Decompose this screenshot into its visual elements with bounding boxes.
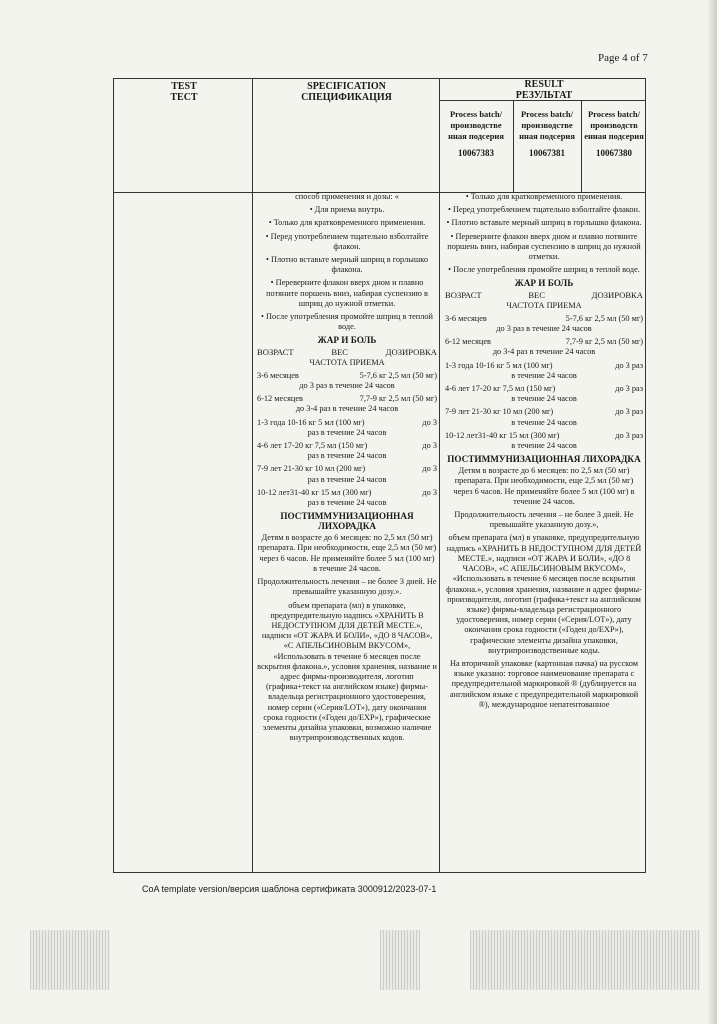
dosage-row: [257, 394, 437, 404]
dosage-row: [445, 337, 643, 347]
batch-3-number: 10067380: [596, 148, 632, 158]
dose: 7,7-9 кг 2,5 мл (50 мг): [565, 337, 643, 347]
dosage-header: [445, 290, 643, 300]
col-age: ВОЗРАСТ: [445, 290, 482, 301]
limit: до 3: [422, 464, 437, 474]
age-dose: 10-12 лет31-40 кг 15 мл (300 мг): [445, 430, 560, 440]
age: 6-12 месяцев: [445, 337, 491, 347]
scan-artifact: [470, 930, 700, 990]
age-dose: 1-3 года 10-16 кг 5 мл (100 мг): [257, 417, 365, 427]
spec-line: • Плотно вставьте мерный шприц в горлышко флакона.: [266, 255, 428, 275]
paragraph: Детям в возрасте до 6 месяцев: по 2,5 мл (50 мг) препарата. При необходимости, еще 2,5 мл (50 мг) через 6 часов. Не применяйте более 5 мл (100 мг) в течение 24 часов.: [257, 533, 437, 573]
spec-line: • Переверните флакон вверх дном и плавно потяните поршень вниз, набирая суспензию в шприц до нужной отметки.: [266, 278, 428, 308]
template-version-footer: CoA template version/версия шаблона сертификата 3000912/2023-07-1: [142, 884, 437, 894]
limit: до 3: [422, 441, 437, 451]
col-age: ВОЗРАСТ: [257, 347, 294, 358]
age-dose: 7-9 лет 21-30 кг 10 мл (200 мг): [445, 407, 554, 417]
result-line: • Плотно вставьте мерный шприц в горлышко флакона.: [446, 218, 642, 228]
dosage-row: [445, 384, 643, 394]
freq: в течение 24 часов: [511, 394, 577, 404]
col-weight: ВЕС: [331, 347, 349, 358]
page-number: Page 4 of 7: [598, 52, 648, 64]
limit: до 3 раз: [615, 384, 643, 394]
col-freq: ЧАСТОТА ПРИЕМА: [309, 357, 385, 367]
col-weight: ВЕС: [528, 290, 546, 301]
dosage-row: [257, 488, 437, 498]
age-dose: 1-3 года 10-16 кг 5 мл (100 мг): [445, 360, 553, 370]
freq: до 3 раз в течение 24 часов: [299, 381, 395, 391]
freq: в течение 24 часов: [511, 370, 577, 380]
limit: до 3 раз: [615, 360, 643, 370]
batch-2-label: Process batch/ производстве нная подсерия: [519, 109, 575, 141]
age: 3-6 месяцев: [257, 370, 299, 380]
batch-3-label: Process batch/ производств енная подсерия: [584, 109, 644, 141]
section-heading: ЖАР И БОЛЬ: [317, 335, 377, 346]
paragraph: Детям в возрасте до 6 месяцев: по 2,5 мл (50 мг) препарата. При необходимости, еще 2,5 мл (50 мг) через 6 часов. Не применяйте более 5 мл (100 мг) в течение 24 часов.: [453, 466, 635, 506]
freq: раз в течение 24 часов: [307, 474, 387, 484]
specification-table: [113, 78, 646, 873]
spec-column: [257, 192, 437, 872]
section-heading: ЖАР И БОЛЬ: [514, 278, 574, 289]
freq: до 3 раз в течение 24 часов: [496, 324, 592, 334]
age-dose: 4-6 лет 17-20 кг 7,5 мл (150 мг): [257, 441, 368, 451]
freq: раз в течение 24 часов: [307, 451, 387, 461]
freq: в течение 24 часов: [511, 441, 577, 451]
result-header: [444, 79, 644, 101]
age-dose: 4-6 лет 17-20 кг 7,5 мл (150 мг): [445, 384, 556, 394]
col-dose: ДОЗИРОВКА: [385, 347, 437, 358]
test-label: TEST: [171, 81, 197, 92]
batch-2-number: 10067381: [529, 148, 565, 158]
col-dose: ДОЗИРОВКА: [591, 290, 643, 301]
spec-line: • Перед употреблением тщательно взболтайте флакон.: [265, 231, 429, 251]
spec-line: • После употребления промойте шприц в теплой воде.: [261, 312, 433, 332]
batch-3: [583, 109, 645, 159]
paragraph: Продолжительность лечения – не более 3 дней. Не превышайте указанную дозу.».: [257, 577, 437, 597]
limit: до 3: [422, 417, 437, 427]
paragraph: Продолжительность лечения – не более 3 дней. Не превышайте указанную дозу.»,: [454, 510, 634, 530]
result-line: • После употребления промойте шприц в теплой воде.: [448, 265, 640, 275]
dosage-row: [257, 371, 437, 381]
spec-header: [264, 81, 429, 103]
paragraph: объем препарата (мл) в упаковке, предупредительную надпись «ХРАНИТЬ В НЕДОСТУПНОМ ДЛЯ ДЕТЕЙ МЕСТЕ.», надписи «ОТ ЖАРА И БОЛИ», «ДО 8 ЧАСОВ», «С АПЕЛЬСИНОВЫМ ВКУСОМ», «Использовать в течение 6 месяцев после вскрытия флакона.», условия хранения, название и адрес фирмы-производителя, логотип (графика+текст на английском языке) фирмы-владельца регистрационного удостоверения, номер серии («Серия/LOT»), дату окончания срока годности («Годен до/EXP»), графические элементы дизайна упаковки, возможно наличие внутрипроизводственных кодов.: [257, 600, 437, 743]
result-label-ru: РЕЗУЛЬТАТ: [515, 90, 573, 101]
freq: в течение 24 часов: [511, 417, 577, 427]
age: 3-6 месяцев: [445, 313, 487, 323]
paragraph: объем препарата (мл) в упаковке, предупредительную надпись «ХРАНИТЬ В НЕДОСТУПНОМ ДЛЯ ДЕТЕЙ МЕСТЕ.», надписи «ОТ ЖАРА И БОЛИ», «ДО 8 ЧАСОВ», «С АПЕЛЬСИНОВЫМ ВКУСОМ», «Использовать в течение 6 месяцев после вскрытия флакона.», условия хранения, название и адрес фирмы-производителя, логотип (графика+текст на английском языке) фирмы-владельца регистрационного удостоверения, номер серии («Серия/LOT»), дату окончания срока годности («Годен до/EXP»), графические элементы дизайна упаковки, внутрипроизводственные коды.: [446, 533, 642, 655]
section-heading: ПОСТИММУНИЗАЦИОННАЯ ЛИХОРАДКА: [280, 511, 414, 532]
limit: до 3 раз: [615, 407, 643, 417]
spec-line: • Только для кратковременного применения.: [268, 218, 426, 228]
scan-edge: [707, 0, 717, 1024]
test-label-ru: ТЕСТ: [170, 92, 198, 103]
spec-label-ru: СПЕЦИФИКАЦИЯ: [301, 92, 392, 103]
freq: до 3-4 раз в течение 24 часов: [492, 347, 596, 357]
limit: до 3 раз: [615, 430, 643, 440]
dosage-row: [445, 407, 643, 417]
freq: до 3-4 раз в течение 24 часов: [295, 404, 399, 414]
dosage-row: [445, 314, 643, 324]
dose: 5-7,6 кг 2,5 мл (50 мг): [359, 370, 437, 380]
age-dose: 7-9 лет 21-30 кг 10 мл (200 мг): [257, 464, 366, 474]
age: 6-12 месяцев: [257, 394, 303, 404]
dose: 7,7-9 кг 2,5 мл (50 мг): [359, 394, 437, 404]
dosage-row: [257, 418, 437, 428]
scan-artifact: [380, 930, 420, 990]
paragraph: На вторичной упаковке (картонная пачка) на русском языке указано: торговое наименование препарата с предупредительной маркировкой ® (дублируется на английском языке с предупредительной маркировкой ®), международное непатентованное: [449, 658, 639, 709]
batch-2: [515, 109, 579, 159]
dosage-row: [445, 361, 643, 371]
section-heading: ПОСТИММУНИЗАЦИОННАЯ ЛИХОРАДКА: [447, 454, 641, 465]
result-label: RESULT: [524, 79, 564, 90]
scan-artifact: [30, 930, 110, 990]
result-column: [445, 192, 643, 872]
dosage-row: [257, 441, 437, 451]
result-line: • Переверните флакон вверх дном и плавно потяните поршень вниз, набирая суспензию в шприц до нужной отметки.: [447, 231, 641, 262]
col-freq: ЧАСТОТА ПРИЕМА: [506, 300, 582, 310]
spec-line: способ применения и дозы: «: [295, 192, 399, 201]
spec-line: • Для приема внутрь.: [309, 205, 385, 215]
dosage-row: [257, 464, 437, 474]
result-line: • Только для кратковременного применения.: [465, 192, 623, 201]
freq: раз в течение 24 часов: [307, 427, 387, 437]
dose: 5-7,6 кг 2,5 мл (50 мг): [565, 313, 643, 323]
result-line: • Перед употреблением тщательно взболтайте флакон.: [447, 205, 641, 215]
limit: до 3: [422, 487, 437, 497]
age-dose: 10-12 лет31-40 кг 15 мл (300 мг): [257, 487, 372, 497]
batch-1-label: Process batch/ производстве нная подсерия: [448, 109, 504, 141]
dosage-row: [445, 431, 643, 441]
batch-1: [441, 109, 511, 159]
spec-label: SPECIFICATION: [307, 81, 386, 92]
freq: раз в течение 24 часов: [307, 498, 387, 508]
dosage-header: [257, 347, 437, 357]
batch-1-number: 10067383: [458, 148, 494, 158]
test-header: [154, 81, 214, 103]
